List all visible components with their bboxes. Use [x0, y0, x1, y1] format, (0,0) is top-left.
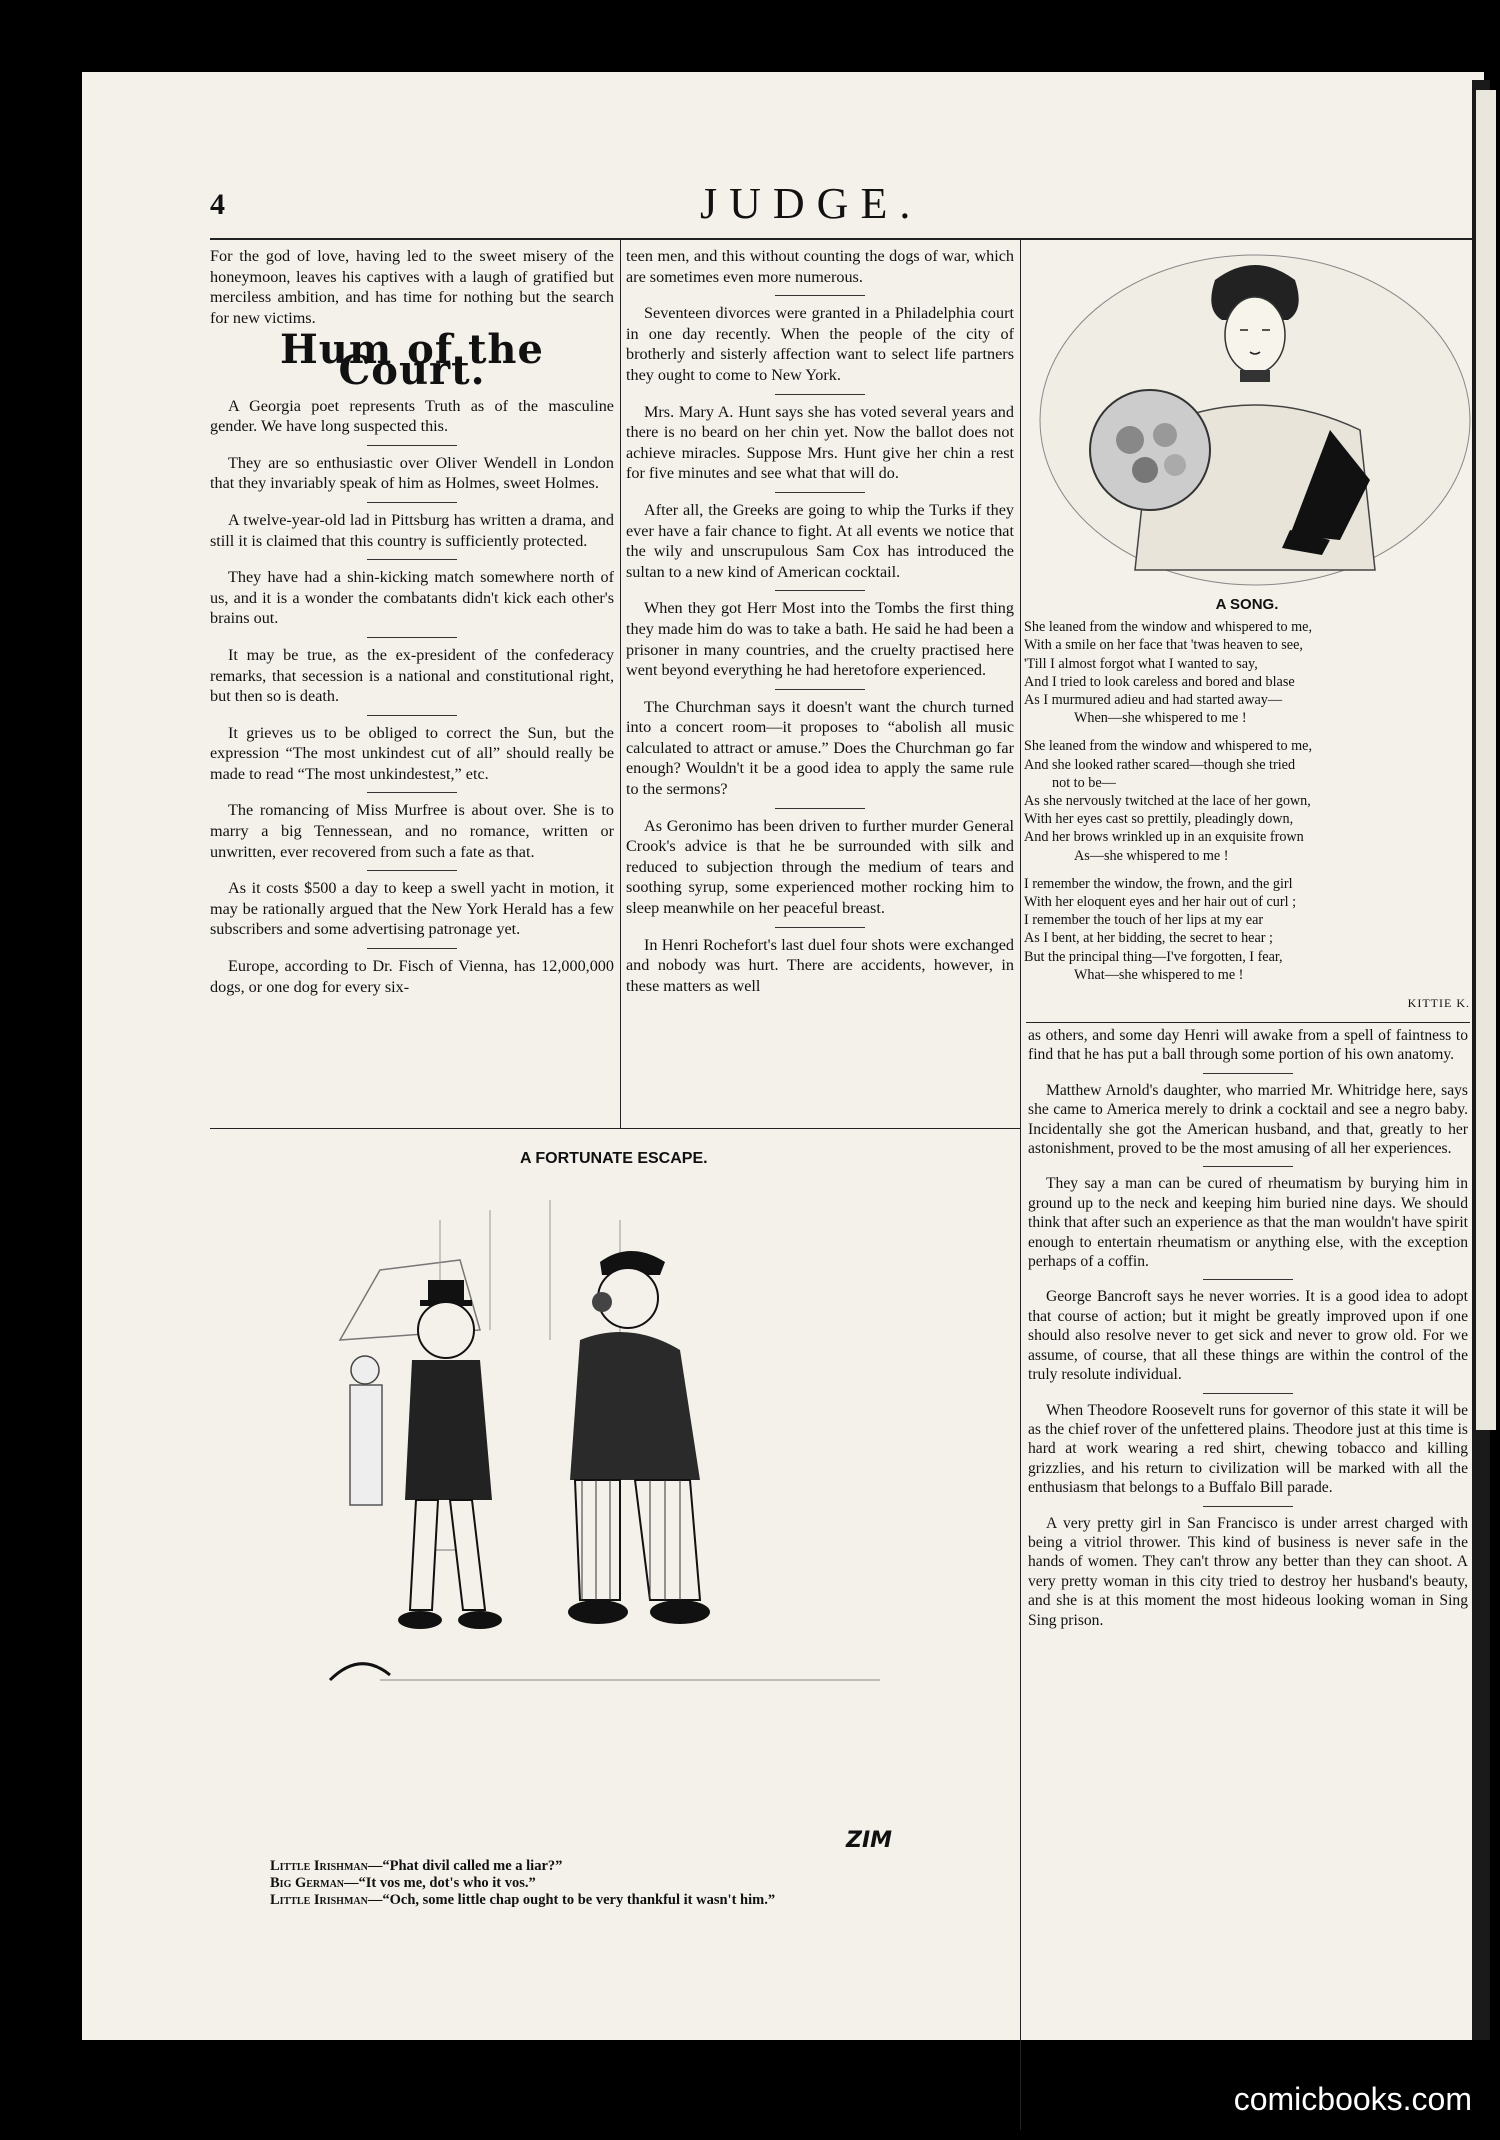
song-stanza-1 [1024, 618, 1470, 727]
caption-speaker: Big German— [270, 1875, 359, 1891]
song-line: As I bent, at her bidding, the secret to hear ; [1024, 930, 1273, 947]
caption-line [270, 1892, 1040, 1909]
news-item: Mrs. Mary A. Hunt says she has voted several years and there is no beard on her chin yet. Now the ballot does not achieve miracles. Suppose Mrs. Hunt give her chin a rest for five minutes and see what that will do. [626, 402, 1014, 483]
song-line: When—she whispered to me ! [1074, 710, 1247, 727]
caption-text: “Och, some little chap ought to be very thankful it wasn't him.” [382, 1892, 776, 1908]
column-3 [1028, 1026, 1468, 1638]
news-item: It may be true, as the ex-president of the confederacy remarks, that secession is a national and constitutional right, but then so is death. [210, 645, 614, 706]
song-line: As she nervously twitched at the lace of her gown, [1024, 793, 1311, 810]
caption-line [270, 1858, 1040, 1875]
page-number: 4 [210, 188, 225, 221]
column-2-intro: teen men, and this without counting the dogs of war, which are sometimes even more numerous. [626, 247, 1014, 286]
news-item: Matthew Arnold's daughter, who married Mr. Whitridge here, says she came to America merely to drink a cocktail and see a negro baby. Incidentally she got the American husband, and that, greatly to her astonishment, proved to be the most amusing of all her experiences. [1028, 1081, 1468, 1158]
song-bottom-rule [1026, 1022, 1470, 1023]
song-poem [1024, 588, 1470, 1012]
caption-text: “Phat divil called me a liar?” [382, 1858, 563, 1874]
news-item: It grieves us to be obliged to correct the Sun, but the expression “The most unkindest cut of all” should really be made to read “The most unkindestest,” etc. [210, 723, 614, 783]
column-divider-2 [1020, 240, 1021, 2130]
song-line: As I murmured adieu and had started away— [1024, 692, 1283, 709]
song-line: And her brows wrinkled up in an exquisite frown [1024, 829, 1304, 846]
song-line: And I tried to look careless and bored and blase [1024, 673, 1295, 690]
masthead-title: JUDGE. [700, 179, 923, 228]
news-item: A very pretty girl in San Francisco is under arrest charged with being a vitriol thrower. This kind of business is never safe in the hands of women. They can't throw any better than they can shoot. A very pretty woman in this city tried to destroy her husband's beauty, and she is at this moment the most hideous looking woman in Sing Sing prison. [1028, 1514, 1468, 1629]
column-2-items [626, 303, 1014, 996]
song-line: I remember the window, the frown, and the girl [1024, 875, 1293, 892]
news-item: A Georgia poet represents Truth as of the masculine gender. We have long suspected this. [210, 396, 614, 436]
news-item: They say a man can be cured of rheumatism by burying him in ground up to the neck and keeping him buried nine days. We should think that after such an experience as that the man wouldn't have spirit enough to entertain rheumatism or anything else, with the exception perhaps of a coffin. [1028, 1175, 1468, 1271]
cartoon-title: A FORTUNATE ESCAPE. [520, 1150, 708, 1167]
song-line: And she looked rather scared—though she tried [1024, 756, 1296, 773]
song-line: With a smile on her face that 'twas heaven to see, [1024, 637, 1303, 654]
news-item: Europe, according to Dr. Fisch of Vienna, has 12,000,000 dogs, or one dog for every six- [210, 957, 614, 996]
column-1 [210, 246, 614, 1005]
song-line: As—she whispered to me ! [1074, 847, 1229, 864]
song-stanza-2 [1024, 737, 1470, 864]
news-item: When they got Herr Most into the Tombs the first thing they made him do was to take a bath. He said he had been a prisoner in many countries, and the cruelty practised here went beyond everything he had heretofore experienced. [626, 599, 1014, 680]
watermark: comicbooks.com [1233, 2081, 1472, 2117]
news-item: The Churchman says it doesn't want the church turned into a concert room—it proposes to “abolish all music calculated to attract or amuse.” Does the Churchman go far enough? Wouldn't it be a good idea to apply the same rule to the sermons? [626, 697, 1014, 799]
news-item: After all, the Greeks are going to whip the Turks if they ever have a fair chance to fight. At all events we notice that the wily and unscrupulous Sam Cox has introduced the sultan to a new kind of American cocktail. [626, 500, 1014, 581]
cartoon-illustration [320, 1180, 880, 1830]
caption-line [270, 1875, 1040, 1892]
masthead-rule [210, 238, 1472, 240]
news-item: They are so enthusiastic over Oliver Wendell in London that they invariably speak of him as Holmes, sweet Holmes. [210, 453, 614, 493]
song-line: 'Till I almost forgot what I wanted to say, [1024, 655, 1258, 672]
song-line: What—she whispered to me ! [1074, 966, 1244, 983]
news-item: Seventeen divorces were granted in a Philadelphia court in one day recently. When the people of the city of brotherly and sisterly affection want to select life partners they ought to come to New York. [626, 304, 1014, 384]
song-line: But the principal thing—I've forgotten, I fear, [1024, 948, 1283, 965]
cartoon-signature: ZIM [846, 1828, 893, 1853]
song-line: With her eloquent eyes and her hair out of curl ; [1024, 894, 1297, 911]
news-item: In Henri Rochefort's last duel four shots were exchanged and nobody was hurt. There are accidents, however, in these matters as well [626, 935, 1014, 995]
column-divider-1 [620, 240, 621, 1128]
cartoon-caption [270, 1858, 1040, 1909]
song-author: KITTIE K. [1407, 996, 1470, 1011]
news-item: A twelve-year-old lad in Pittsburg has written a drama, and still it is claimed that this country is sufficiently protected. [210, 510, 614, 550]
song-line: not to be— [1052, 774, 1116, 791]
song-line: I remember the touch of her lips at my ear [1024, 912, 1264, 929]
news-item: They have had a shin-kicking match somewhere north of us, and it is a wonder the combatants didn't kick each other's brains out. [210, 568, 614, 628]
cartoon-top-rule [210, 1128, 1020, 1129]
column-1-items [210, 396, 614, 998]
column-1-intro: For the god of love, having led to the sweet misery of the honeymoon, leaves his captives with a laugh of gratified but merciless ambition, and has time for nothing but the search for new victims. [210, 247, 614, 327]
column-3-intro: as others, and some day Henri will awake from a spell of faintness to find that he has put a ball through some portion of his own anatomy. [1028, 1027, 1468, 1064]
caption-text: “It vos me, dot's who it vos.” [358, 1875, 536, 1891]
news-item: George Bancroft says he never worries. It is a good idea to adopt that course of action; but it might be greatly improved upon if one should also resolve never to get sick and never to grow old. For we assume, of course, that all these things are within the control of the truly resolute individual. [1028, 1288, 1468, 1384]
column-3-items [1028, 1081, 1468, 1630]
song-line: With her eyes cast so prettily, pleadingly down, [1024, 811, 1294, 828]
song-line: She leaned from the window and whispered to me, [1024, 738, 1313, 755]
woman-portrait-illustration [1030, 250, 1480, 590]
news-item: The romancing of Miss Murfree is about over. She is to marry a big Tennessean, and no romance, written or unwritten, ever recovered from such a fate as that. [210, 801, 614, 861]
song-line: She leaned from the window and whispered to me, [1024, 619, 1313, 636]
caption-speaker: Little Irishman— [270, 1858, 383, 1874]
song-stanza-3 [1024, 875, 1470, 984]
news-item: When Theodore Roosevelt runs for governor of this state it will be as the chief rover of the unfettered plains. Theodore just at this time is hard at work wearing a red shirt, chewing tobacco and killing grizzlies, and his return to civilization will be marked with all the enthusiasm that belongs to a Buffalo Bill parade. [1028, 1401, 1468, 1497]
news-item: As it costs $500 a day to keep a swell yacht in motion, it may be rationally argued that the New York Herald has a few subscribers and some advertising patronage yet. [210, 879, 614, 939]
song-title: A SONG. [1215, 596, 1279, 613]
caption-speaker: Little Irishman— [270, 1892, 383, 1908]
column-2 [626, 246, 1014, 1004]
news-item: As Geronimo has been driven to further murder General Crook's advice is that he be surrounded with silk and reduced to subjection through the medium of tears and soothing syrup, some experienced mother rocking him to sleep meanwhile on her peaceful breast. [626, 816, 1014, 918]
section-heading: Hum of the Court. [280, 326, 544, 394]
